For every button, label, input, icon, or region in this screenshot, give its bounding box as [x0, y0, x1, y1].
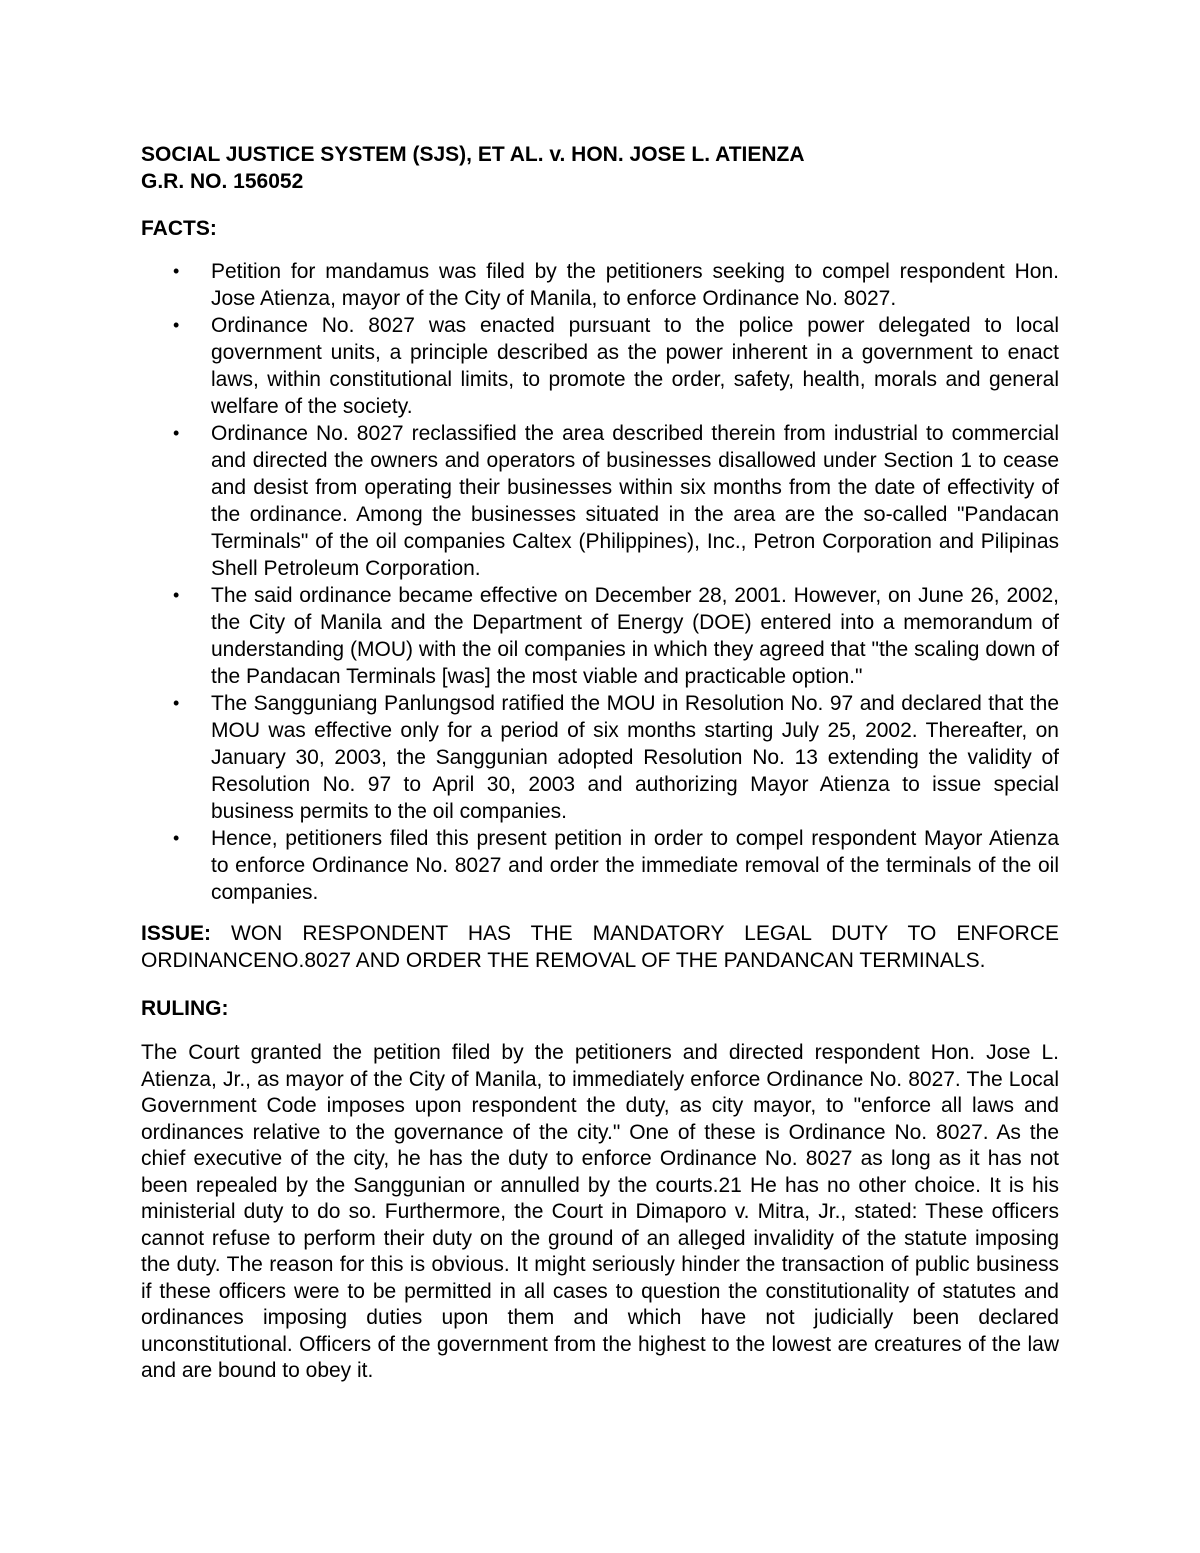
- issue-text: WON RESPONDENT HAS THE MANDATORY LEGAL DUTY TO ENFORCE ORDINANCENO.8027 AND ORDER THE REMOVAL OF THE PANDANCAN TERMINALS.: [141, 922, 1059, 972]
- document-page: [141, 141, 1059, 1406]
- list-item: [173, 825, 1059, 906]
- facts-heading: FACTS:: [141, 217, 217, 240]
- fact-text: Hence, petitioners filed this present petition in order to compel respondent Mayor Atienza to enforce Ordinance No. 8027 and order the immediate removal of the terminals of the oil companies.: [211, 827, 1059, 904]
- issue-paragraph: [141, 920, 1059, 974]
- fact-text: Petition for mandamus was filed by the petitioners seeking to compel respondent Hon. Jose Atienza, mayor of the City of Manila, to enforce Ordinance No. 8027.: [211, 260, 1059, 310]
- case-number: G.R. NO. 156052: [141, 170, 304, 193]
- list-item: [173, 582, 1059, 690]
- facts-list: [141, 258, 1059, 906]
- bullet-icon: •: [173, 828, 180, 848]
- list-item: [173, 312, 1059, 420]
- bullet-icon: •: [173, 261, 180, 281]
- list-item: [173, 420, 1059, 582]
- case-title: SOCIAL JUSTICE SYSTEM (SJS), ET AL. v. HON. JOSE L. ATIENZA: [141, 143, 805, 166]
- bullet-icon: •: [173, 315, 180, 335]
- issue-label: ISSUE:: [141, 922, 212, 945]
- bullet-icon: •: [173, 585, 180, 605]
- fact-text: The said ordinance became effective on December 28, 2001. However, on June 26, 2002, the City of Manila and the Department of Energy (DOE) entered into a memorandum of understanding (MOU) with the oil companies in which they agreed that "the scaling down of the Pandacan Terminals [was] the most viable and practicable option.": [211, 584, 1059, 688]
- bullet-icon: •: [173, 693, 180, 713]
- ruling-paragraph: The Court granted the petition filed by the petitioners and directed respondent Hon. Jose L. Atienza, Jr., as mayor of the City of Manila, to immediately enforce Ordinance No. 8027. The Local Government Code imposes upon respondent the duty, as city mayor, to "enforce all laws and ordinances relative to the governance of the city." One of these is Ordinance No. 8027. As the chief executive of the city, he has the duty to enforce Ordinance No. 8027 as long as it has not been repealed by the Sanggunian or annulled by the courts.21 He has no other choice. It is his ministerial duty to do so. Furthermore, the Court in Dimaporo v. Mitra, Jr., stated: These officers cannot refuse to perform their duty on the ground of an alleged invalidity of the statute imposing the duty. The reason for this is obvious. It might seriously hinder the transaction of public business if these officers were to be permitted in all cases to question the constitutionality of statutes and ordinances imposing duties upon them and which have not judicially been declared unconstitutional. Officers of the government from the highest to the lowest are creatures of the law and are bound to obey it.: [141, 1041, 1059, 1382]
- fact-text: Ordinance No. 8027 was enacted pursuant to the police power delegated to local government units, a principle described as the power inherent in a government to enact laws, within constitutional limits, to promote the order, safety, health, morals and general welfare of the society.: [211, 314, 1059, 418]
- bullet-icon: •: [173, 423, 180, 443]
- list-item: [173, 258, 1059, 312]
- list-item: [173, 690, 1059, 825]
- fact-text: Ordinance No. 8027 reclassified the area described therein from industrial to commercial and directed the owners and operators of businesses disallowed under Section 1 to cease and desist from operating their businesses within six months from the date of effectivity of the ordinance. Among the businesses situated in the area are the so-called "Pandacan Terminals" of the oil companies Caltex (Philippines), Inc., Petron Corporation and Pilipinas Shell Petroleum Corporation.: [211, 422, 1059, 580]
- fact-text: The Sangguniang Panlungsod ratified the MOU in Resolution No. 97 and declared that the MOU was effective only for a period of six months starting July 25, 2002. Thereafter, on January 30, 2003, the Sanggunian adopted Resolution No. 13 extending the validity of Resolution No. 97 to April 30, 2003 and authorizing Mayor Atienza to issue special business permits to the oil companies.: [211, 692, 1059, 823]
- ruling-heading: RULING:: [141, 997, 229, 1020]
